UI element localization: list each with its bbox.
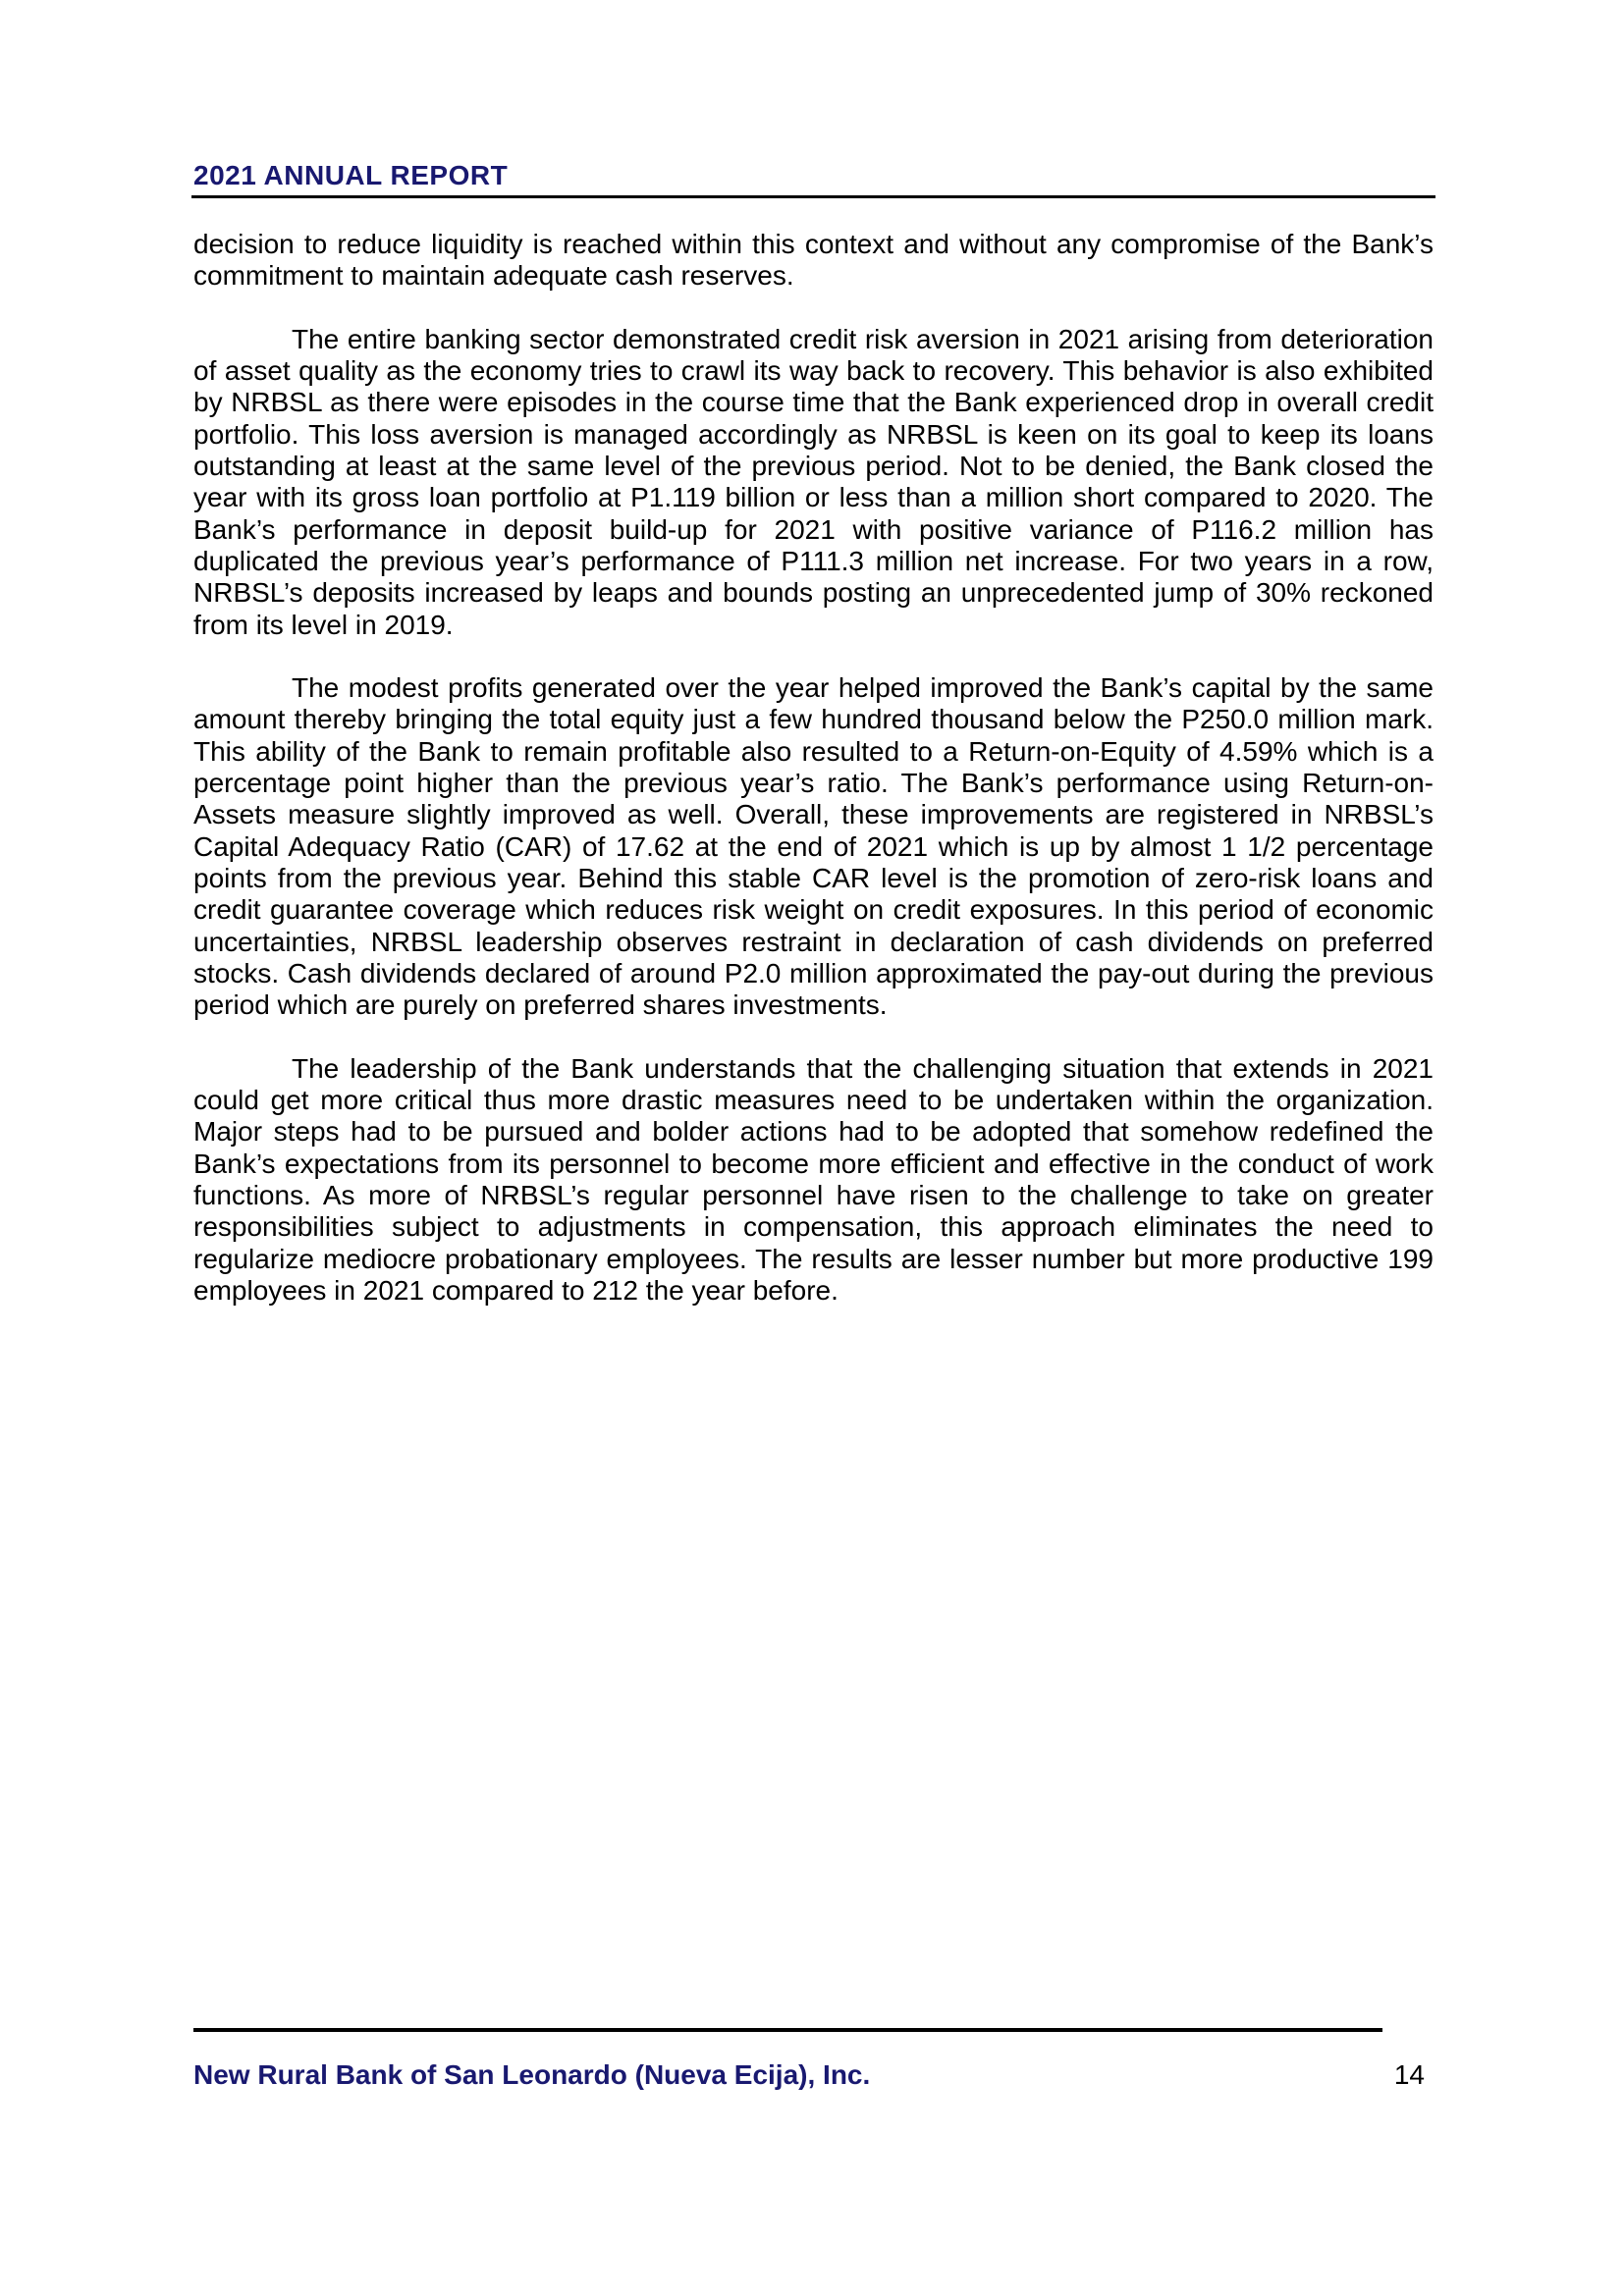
body-text [193,229,1434,1338]
paragraph-liquidity-continuation: decision to reduce liquidity is reached within this context and without any compromise of the Bank’s commitment to maintain adequate cash reserves. [193,229,1434,292]
header-rule [191,195,1435,198]
paragraph-profits-capital: The modest profits generated over the year helped improved the Bank’s capital by the same amount thereby bringing the total equity just a few hundred thousand below the P250.0 million mark. This ability of the Bank to remain profitable also resulted to a Return-on-Equity of 4.59% which is a percentage point higher than the previous year’s ratio. The Bank’s performance using Return-on-Assets measure slightly improved as well. Overall, these improvements are registered in NRBSL’s Capital Adequacy Ratio (CAR) of 17.62 at the end of 2021 which is up by almost 1 1/2 percentage points from the previous year. Behind this stable CAR level is the promotion of zero-risk loans and credit guarantee coverage which reduces risk weight on credit exposures. In this period of economic uncertainties, NRBSL leadership observes restraint in declaration of cash dividends on preferred stocks. Cash dividends declared of around P2.0 million approximated the pay-out during the previous period which are purely on preferred shares investments. [193,672,1434,1021]
footer-page-number: 14 [1393,2059,1425,2090]
footer-rule [193,2028,1382,2032]
page-footer [193,2058,1434,2091]
paragraph-leadership: The leadership of the Bank understands that the challenging situation that extends in 2021 could get more critical thus more drastic measures need to be undertaken within the organization. Major steps had to be pursued and bolder actions had to be adopted that somehow redefined the Bank’s expectations from its personnel to become more efficient and effective in the conduct of work functions. As more of NRBSL’s regular personnel have risen to the challenge to take on greater responsibilities subject to adjustments in compensation, this approach eliminates the need to regularize mediocre probationary employees. The results are lesser number but more productive 199 employees in 2021 compared to 212 the year before. [193,1052,1434,1306]
paragraph-credit-risk-aversion: The entire banking sector demonstrated credit risk aversion in 2021 arising from deterioration of asset quality as the economy tries to crawl its way back to recovery. This behavior is also exhibited by NRBSL as there were episodes in the course time that the Bank experienced drop in overall credit portfolio. This loss aversion is managed accordingly as NRBSL is keen on its goal to keep its loans outstanding at least at the same level of the previous period. Not to be denied, the Bank closed the year with its gross loan portfolio at P1.119 billion or less than a million short compared to 2020. The Bank’s performance in deposit build-up for 2021 with positive variance of P116.2 million has duplicated the previous year’s performance of P111.3 million net increase. For two years in a row, NRBSL’s deposits increased by leaps and bounds posting an unprecedented jump of 30% reckoned from its level in 2019. [193,323,1434,640]
footer-bank-name: New Rural Bank of San Leonardo (Nueva Ecija), Inc. [193,2059,871,2090]
page-title: 2021 ANNUAL REPORT [193,160,509,190]
